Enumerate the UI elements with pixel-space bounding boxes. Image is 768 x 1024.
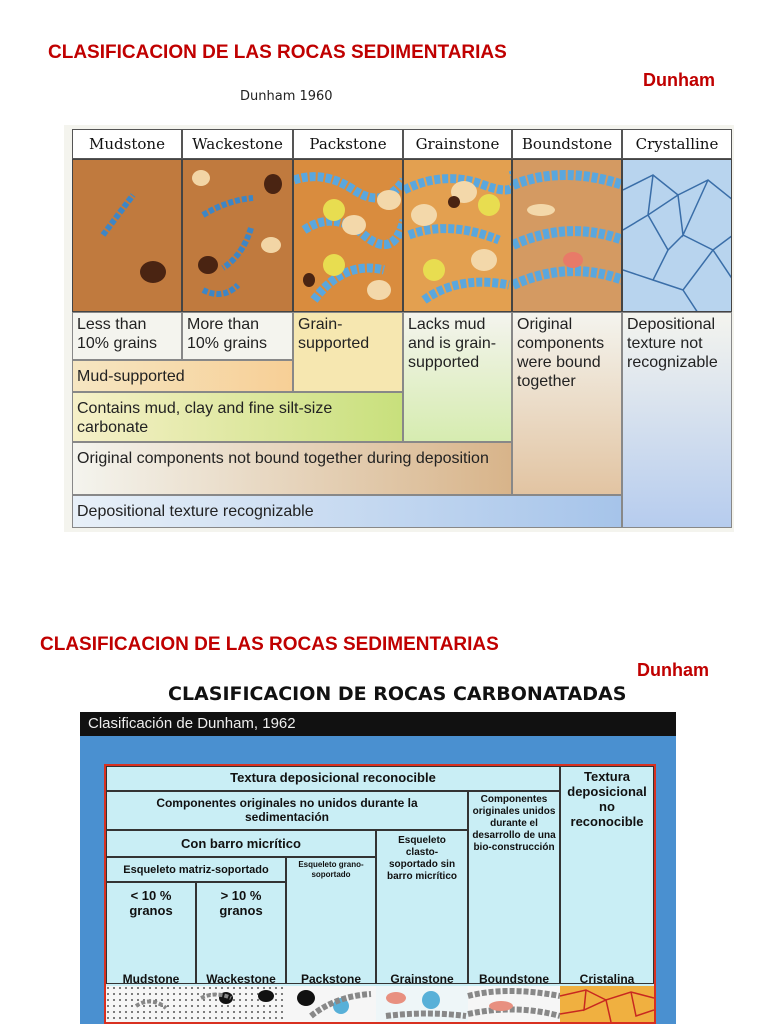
clast-supported-header: Esqueleto clasto-soportado sin barro micrítico [376,830,468,984]
boundstone-criterion: Original components were bound together [512,312,622,495]
dunham-classification-figure [64,125,734,532]
mudstone-illustration [72,159,182,312]
mud-supported-band: Mud-supported [72,360,293,392]
name-grainstone: Grainstone [390,972,454,986]
name-cristalina: Cristalina [579,972,635,986]
gt10-header: > 10 % granos [196,882,286,984]
crystalline-criterion: Depositional texture not recognizable [622,312,732,528]
not-united-header: Componentes originales no unidos durante la sedimentación [106,791,468,830]
slide1-caption: Dunham 1960 [240,89,333,104]
header-grainstone: Grainstone [403,129,512,159]
wackestone-criterion: More than 10% grains [182,312,293,360]
name-mudstone: Mudstone [122,972,180,986]
contains-mud-band: Contains mud, clay and fine silt-size carbonate [72,392,403,442]
header-crystalline: Crystalline [622,129,732,159]
name-packstone: Packstone [300,972,362,986]
slide2-author: Dunham [637,660,709,680]
texture-illustrations [106,986,654,1022]
recognizable-header: Textura deposicional reconocible [106,766,560,791]
header-wackestone: Wackestone [182,129,293,159]
mudstone-criterion: Less than 10% grains [72,312,182,360]
lt10-header: < 10 % granos [106,882,196,984]
header-packstone: Packstone [293,129,403,159]
slide2-title: CLASIFICACION DE LAS ROCAS SEDIMENTARIAS [40,634,499,655]
with-mud-header: Con barro micrítico [106,830,376,857]
united-header: Componentes originales unidos durante el desarrollo de una bio-construcción [468,791,560,984]
classification-table [104,764,656,1024]
name-wackestone: Wackestone [206,972,276,986]
boundstone-illustration [512,159,622,312]
grainstone-illustration [403,159,512,312]
recognizable-band: Depositional texture recognizable [72,495,622,528]
header-boundstone: Boundstone [512,129,622,159]
matrix-supported-header: Esqueleto matriz-soportado [106,857,286,882]
not-bound-band: Original components not bound together during deposition [72,442,512,495]
name-boundstone: Boundstone [479,972,549,986]
slide1-author: Dunham [643,70,715,90]
crystalline-illustration [622,159,732,312]
grain-supported-header: Esqueleto grano-soportado [286,857,376,984]
figure-title-bar: Clasificación de Dunham, 1962 [80,712,676,736]
grainstone-criterion: Lacks mud and is grain-supported [403,312,512,442]
dunham-1962-figure [80,712,676,1024]
packstone-criterion: Grain-supported [293,312,403,392]
header-mudstone: Mudstone [72,129,182,159]
slide1-title: CLASIFICACION DE LAS ROCAS SEDIMENTARIAS [48,42,507,63]
not-recognizable-header: Textura deposicional no reconocible [560,766,654,984]
slide2-subtitle: CLASIFICACION DE ROCAS CARBONATADAS [168,683,627,705]
packstone-illustration [293,159,403,312]
wackestone-illustration [182,159,293,312]
